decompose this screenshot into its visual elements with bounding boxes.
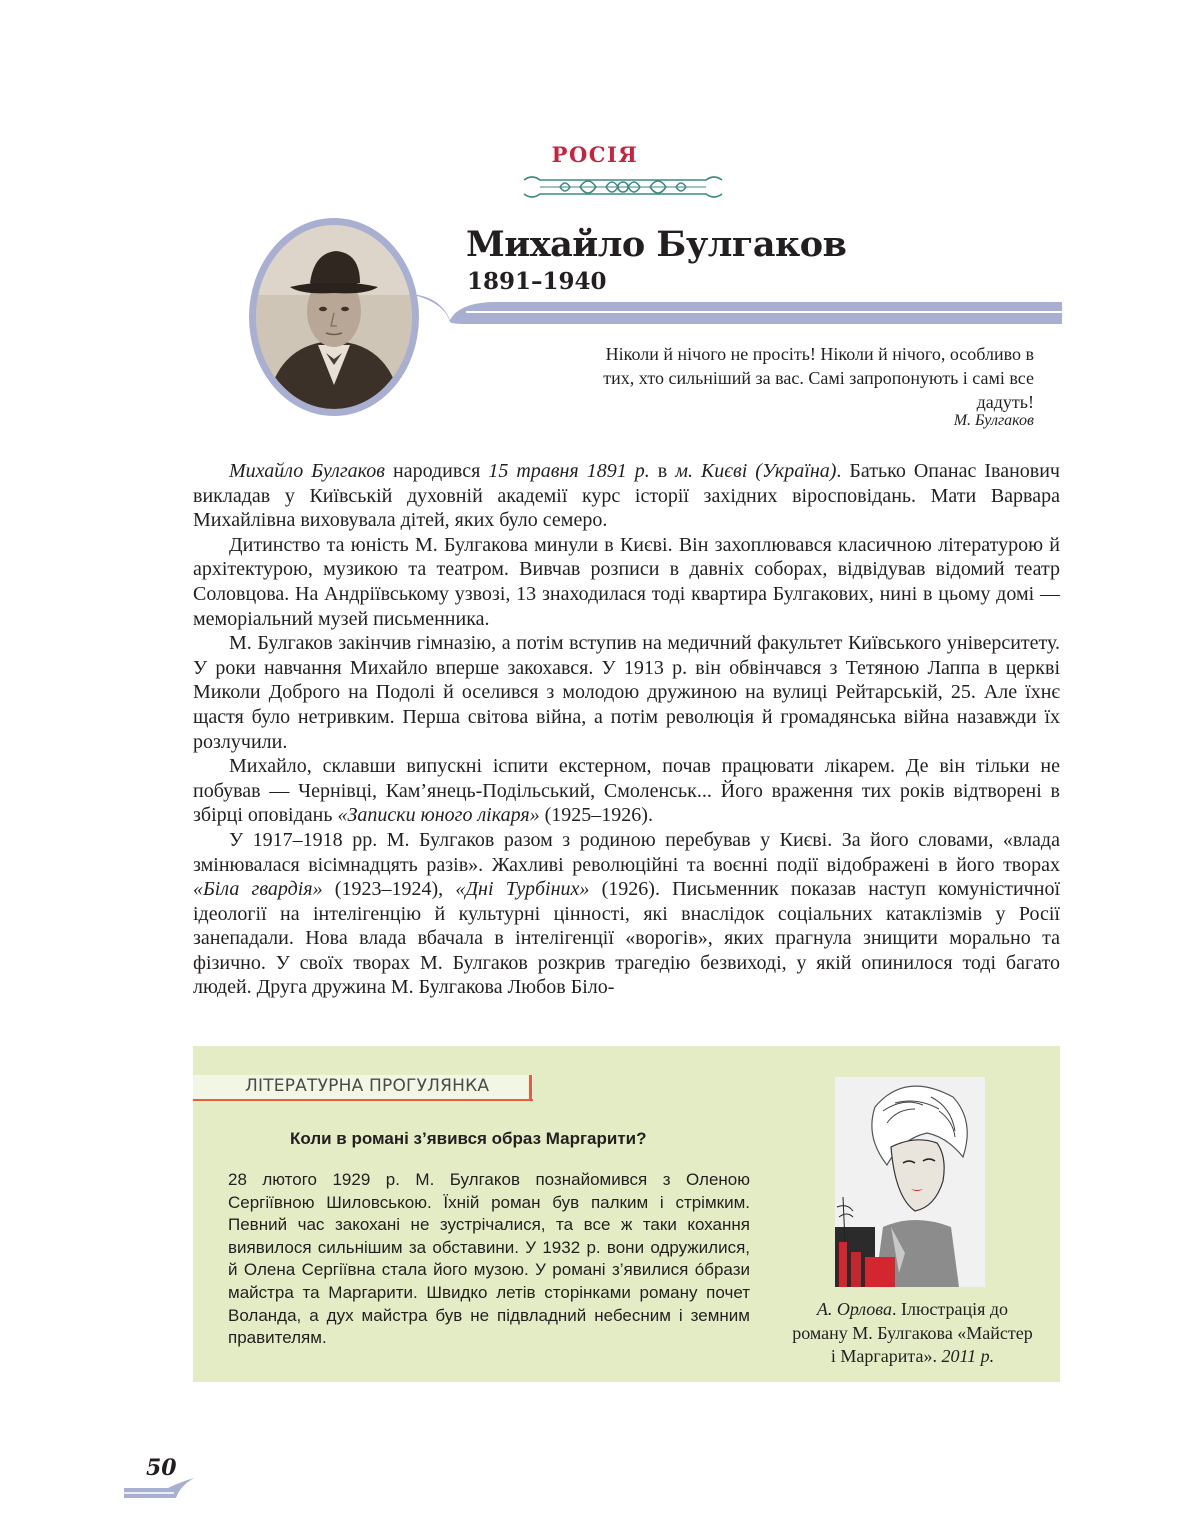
author-portrait (256, 225, 412, 409)
paragraph-childhood: Дитинство та юність М. Булгакова минули в Києві. Він захоплювався класичною літературою й архітектурою, музикою та театром. Вивчав розписи в давніх соборах, відвідував відомий театр Соловцова. На Андріївському узвозі, 13 знаходилася тоді квартира Булгакових, нині в цьому домі — меморіальний музей письменника. (193, 533, 1060, 630)
paragraph-kyiv: У 1917–1918 рр. М. Булгаков разом з родиною перебував у Києві. За його словами, «влада змінювалася вісімнадцять разів». Жахливі революційні та воєнні події відображені в його творах «Біла гвардія» (1923–1924), «Дні Турбіних» (1926). Письменник показав наступ комуністичної ідеології на інтелігенцію й культурні цінності, які внаслідок соціальних катаклізмів у Росії занепадали. Нова влада вбачала в інтелігенції «ворогів», яких прагнула знищити морально та фізично. У своїх творах М. Булгаков розкрив трагедію безвиході, у якій опинилося тоді багато людей. Друга дружина М. Булгакова Любов Біло- (193, 828, 1061, 999)
label-text: ЛІТЕРАТУРНА ПРОГУЛЯНКА (245, 1076, 490, 1096)
header-swoosh (410, 292, 1062, 328)
page-number: 50 (146, 1455, 177, 1481)
epigraph-author: М. Булгаков (953, 412, 1034, 429)
epigraph-quote: Ніколи й нічого не просіть! Ніколи й нічого, особливо в тих, хто сильніший за вас. Самі запропонують і самі все дадуть! (603, 344, 1034, 412)
paragraph-university: М. Булгаков закінчив гімназію, а потім вступив на медичний факультет Київського університету. У роки навчання Михайло вперше закохався. У 1913 р. він обвінчався з Тетяною Лаппа в церкві Миколи Доброго на Подолі й оселився з молодою дружиною на вулиці Рейтарській, 25. Але їхнє щастя було нетривким. Перша світова війна, а потім революція й громадянська війна назавжди їх розлучили. (193, 632, 1060, 753)
author-name: Михайло Булгаков (466, 224, 847, 265)
country-heading: РОСІЯ (551, 142, 639, 167)
work-title: «Біла гвардія» (193, 878, 323, 901)
caption-year: 2011 р. (941, 1346, 995, 1366)
caption-artist: А. Орлова (816, 1299, 892, 1319)
work-title: «Записки юного лікаря» (337, 804, 540, 827)
bio-place: м. Києві (Україна) (675, 460, 837, 482)
paragraph-doctor: Михайло, склавши випускні іспити екстерном, почав працювати лікарем. Де він тільки не побував — Чернівці, Кам’янець-Подільський, Смоленськ... Його враження тих років відтворені в збірці оповідань «Записки юного лікаря» (1925–1926). (193, 755, 1060, 827)
biography-text (193, 459, 1060, 1000)
box-text: 28 лютого 1929 р. М. Булгаков познайомився з Оленою Сергіївною Шиловською. Їхній роман був палким і стрімким. Певний час закохані не зустрічалися, та все ж таки кохання виявилося сильнішим за обставини. У 1932 р. вони одружилися, й Олена Сергіївна стала його музою. У романі з’явилися óбрази майстра та Маргарити. Швидко летів сторінками роману почет Воланда, а дух майстра був не підвладний небесним і земним правителям. (228, 1170, 750, 1348)
literary-walk-label (193, 1075, 533, 1101)
bio-date: 15 травня 1891 р. (488, 460, 650, 482)
box-question: Коли в романі з’явився образ Маргарити? (290, 1129, 647, 1148)
page-swoosh (124, 1478, 194, 1506)
label-marker (529, 1075, 532, 1101)
paragraph-birth: Михайло Булгаков народився 15 травня 1891 р. в м. Києві (Україна). Батько Опанас Іванович викладав у Київській духовній академії курс історії західних віросповідань. Мати Варвара Михайлівна виховувала дітей, яких було семеро. (193, 460, 1060, 532)
ornament-divider (520, 170, 726, 204)
work-title: «Дні Турбіних» (455, 878, 590, 901)
illustration-caption: А. Орлова. Ілюстрація до роману М. Булгакова «Майстер і Маргарита». 2011 р. (792, 1299, 1033, 1366)
illustration-margarita (835, 1077, 985, 1287)
author-years: 1891–1940 (467, 268, 607, 295)
bio-name: Михайло Булгаков (229, 460, 385, 482)
